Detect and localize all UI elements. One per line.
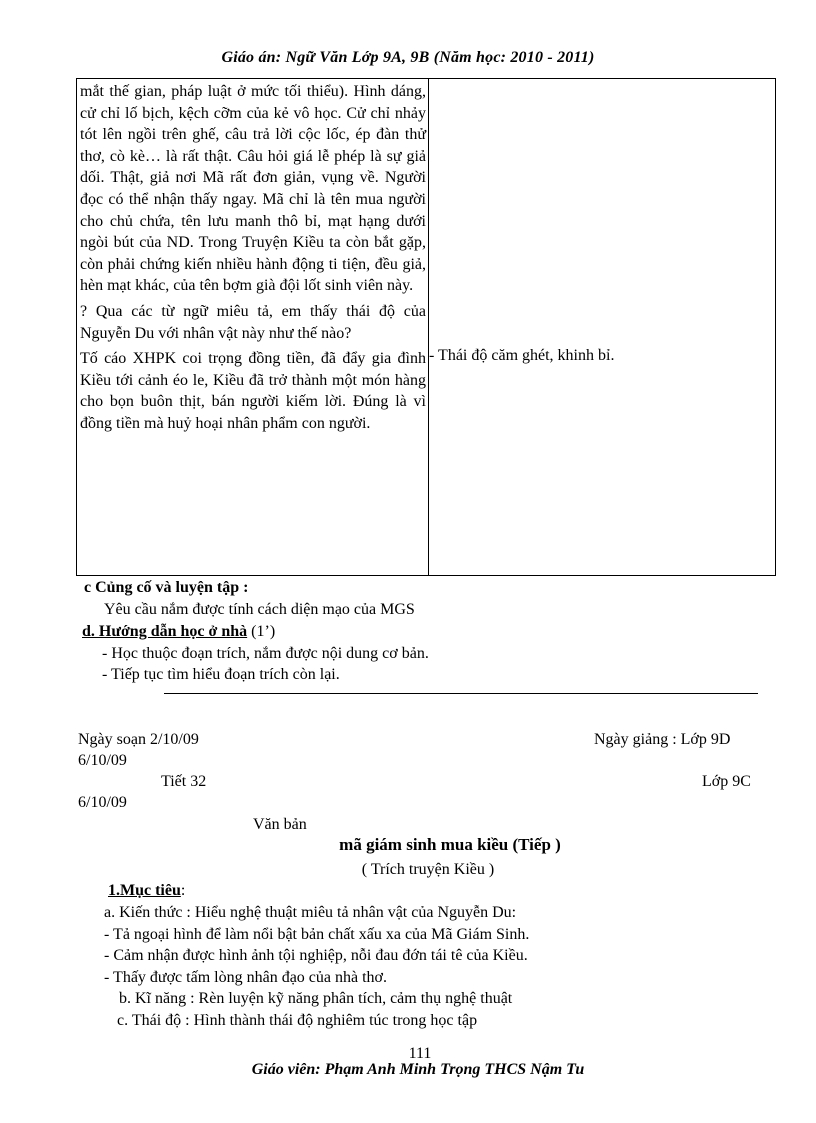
homework-heading-line bbox=[82, 623, 275, 641]
homework-duration: (1’) bbox=[251, 623, 276, 640]
objectives-heading-line: 1.Mục tiêu: bbox=[108, 882, 186, 899]
objective-line-2: - Tả ngoại hình để làm nổi bật bản chất xấu xa của Mã Giám Sinh. bbox=[104, 926, 530, 943]
lesson-number: Tiết 32 bbox=[161, 773, 207, 790]
date-9d: 6/10/09 bbox=[78, 752, 127, 769]
homework-item-2: - Tiếp tục tìm hiểu đoạn trích còn lại. bbox=[102, 666, 340, 683]
homework-heading: d. Hướng dẫn học ở nhà bbox=[82, 623, 248, 640]
consolidation-text: Yêu cầu nắm được tính cách diện mạo của MGS bbox=[104, 601, 415, 618]
page-number: 111 bbox=[408, 1045, 432, 1062]
objective-knowledge: a. Kiến thức : Hiểu nghệ thuật miêu tả nhân vật của Nguyễn Du: bbox=[104, 904, 517, 921]
teacher-content-cell bbox=[77, 79, 429, 576]
objectives-heading: 1.Mục tiêu bbox=[108, 882, 181, 899]
objective-attitude: c. Thái độ : Hình thành thái độ nghiêm túc trong học tập bbox=[117, 1012, 478, 1029]
page-footer: Giáo viên: Phạm Anh Minh Trọng THCS Nậm Tu bbox=[251, 1061, 585, 1078]
question-paragraph: ? Qua các từ ngữ miêu tả, em thấy thái độ của Nguyễn Du với nhân vật này như thế nào? bbox=[80, 302, 426, 342]
homework-item-1: - Học thuộc đoạn trích, nắm được nội dung cơ bản. bbox=[102, 645, 429, 662]
objective-line-3: - Cảm nhận được hình ảnh tội nghiệp, nỗi đau đớn tái tê của Kiều. bbox=[104, 947, 528, 964]
class-9c: Lớp 9C bbox=[702, 773, 751, 790]
consolidation-heading: c Củng cố và luyện tập : bbox=[84, 579, 249, 596]
student-content-cell bbox=[429, 79, 776, 576]
lesson-subtitle: ( Trích truyện Kiều ) bbox=[361, 861, 495, 878]
text-label: Văn bản bbox=[253, 816, 307, 833]
teach-date-label: Ngày giảng : Lớp 9D bbox=[594, 731, 731, 748]
lesson-table bbox=[76, 78, 776, 576]
analysis-paragraph: mắt thế gian, pháp luật ở mức tối thiểu). Hình dáng, cử chỉ lố bịch, kệch cỡm của kẻ vô học. Cử chỉ nhảy tót lên ngồi trên ghế, câu trả lời cộc lốc, ép đàn thử thơ, cò kè… là rất thật. Câu hỏi giá lễ phép là sự giả dối. Thật, giả nơi Mã rất đơn giản, vụng về. Người đọc có thể nhận thấy ngay. Mã chỉ là tên mua người cho chủ chứa, tên lưu manh thô bỉ, mạt hạng dưới ngòi bút của ND. Trong Truyện Kiều ta còn bắt gặp, còn phải chứng kiến nhiều hành động ti tiện, đều giả, hèn mạt khác, của tên bợm già đội lốt sinh viên này. bbox=[80, 83, 426, 295]
lesson-title: mã giám sinh mua kiều (Tiếp ) bbox=[339, 835, 561, 854]
attitude-note: - Thái độ căm ghét, khinh bỉ. bbox=[429, 347, 615, 364]
objective-skills: b. Kĩ năng : Rèn luyện kỹ năng phân tích, cảm thụ nghệ thuật bbox=[119, 990, 513, 1007]
section-divider bbox=[164, 693, 758, 694]
conclusion-paragraph: Tố cáo XHPK coi trọng đồng tiền, đã đẩy gia đình Kiều tới cảnh éo le, Kiều đã trở thành một món hàng cho bọn buôn thịt, bán người kiếm lời. Đúng là vì đồng tiền mà huỷ hoại nhân phẩm con người. bbox=[80, 350, 426, 432]
prep-date: Ngày soạn 2/10/09 bbox=[78, 731, 199, 748]
date-9c: 6/10/09 bbox=[78, 794, 127, 811]
objective-line-4: - Thấy được tấm lòng nhân đạo của nhà thơ. bbox=[104, 969, 387, 986]
page-header: Giáo án: Ngữ Văn Lớp 9A, 9B (Năm học: 2010 - 2011) bbox=[221, 49, 595, 66]
